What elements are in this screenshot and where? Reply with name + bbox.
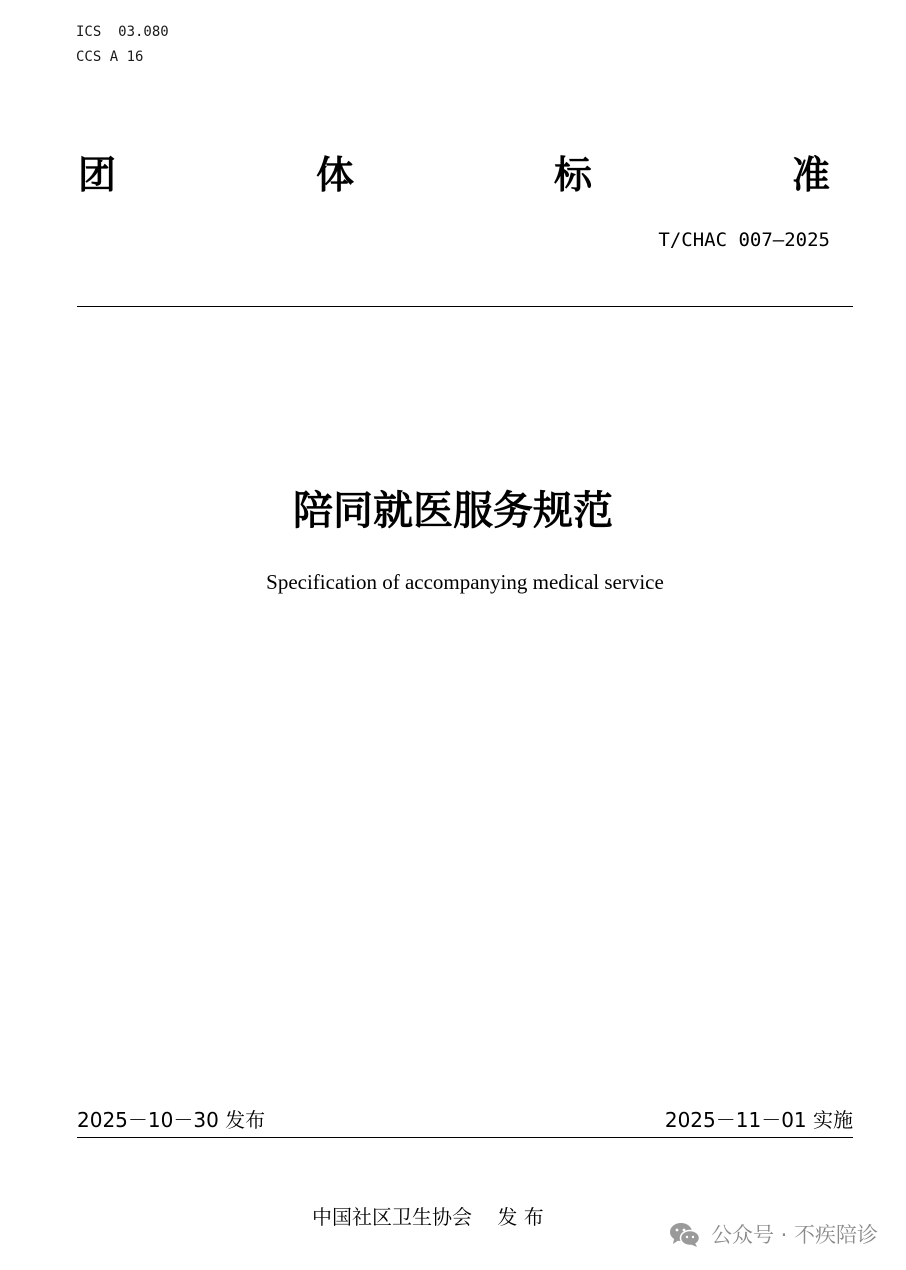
standard-type-char: 体 [315, 153, 354, 197]
footer-divider [77, 1137, 853, 1138]
standard-number: T/CHAC 007—2025 [658, 229, 830, 251]
ics-code: ICS 03.080 [76, 24, 169, 40]
standard-type-char: 标 [553, 153, 592, 197]
issue-date: 2025－10－30 发布 [77, 1108, 266, 1132]
standard-type-char: 团 [78, 153, 117, 197]
title-english: Specification of accompanying medical service [266, 570, 664, 594]
standard-type-char: 准 [791, 153, 830, 197]
implementation-date: 2025－11－01 实施 [664, 1108, 853, 1132]
watermark [669, 1220, 878, 1250]
standard-type-heading [78, 150, 830, 200]
ccs-code: CCS A 16 [76, 49, 144, 65]
header-divider [77, 306, 853, 307]
watermark-text: 公众号 · 不疾陪诊 [710, 1223, 878, 1247]
wechat-icon [669, 1221, 701, 1249]
classification-codes [76, 20, 169, 70]
title-chinese: 陪同就医服务规范 [293, 488, 613, 534]
publisher: 中国社区卫生协会 发 布 [312, 1205, 544, 1229]
